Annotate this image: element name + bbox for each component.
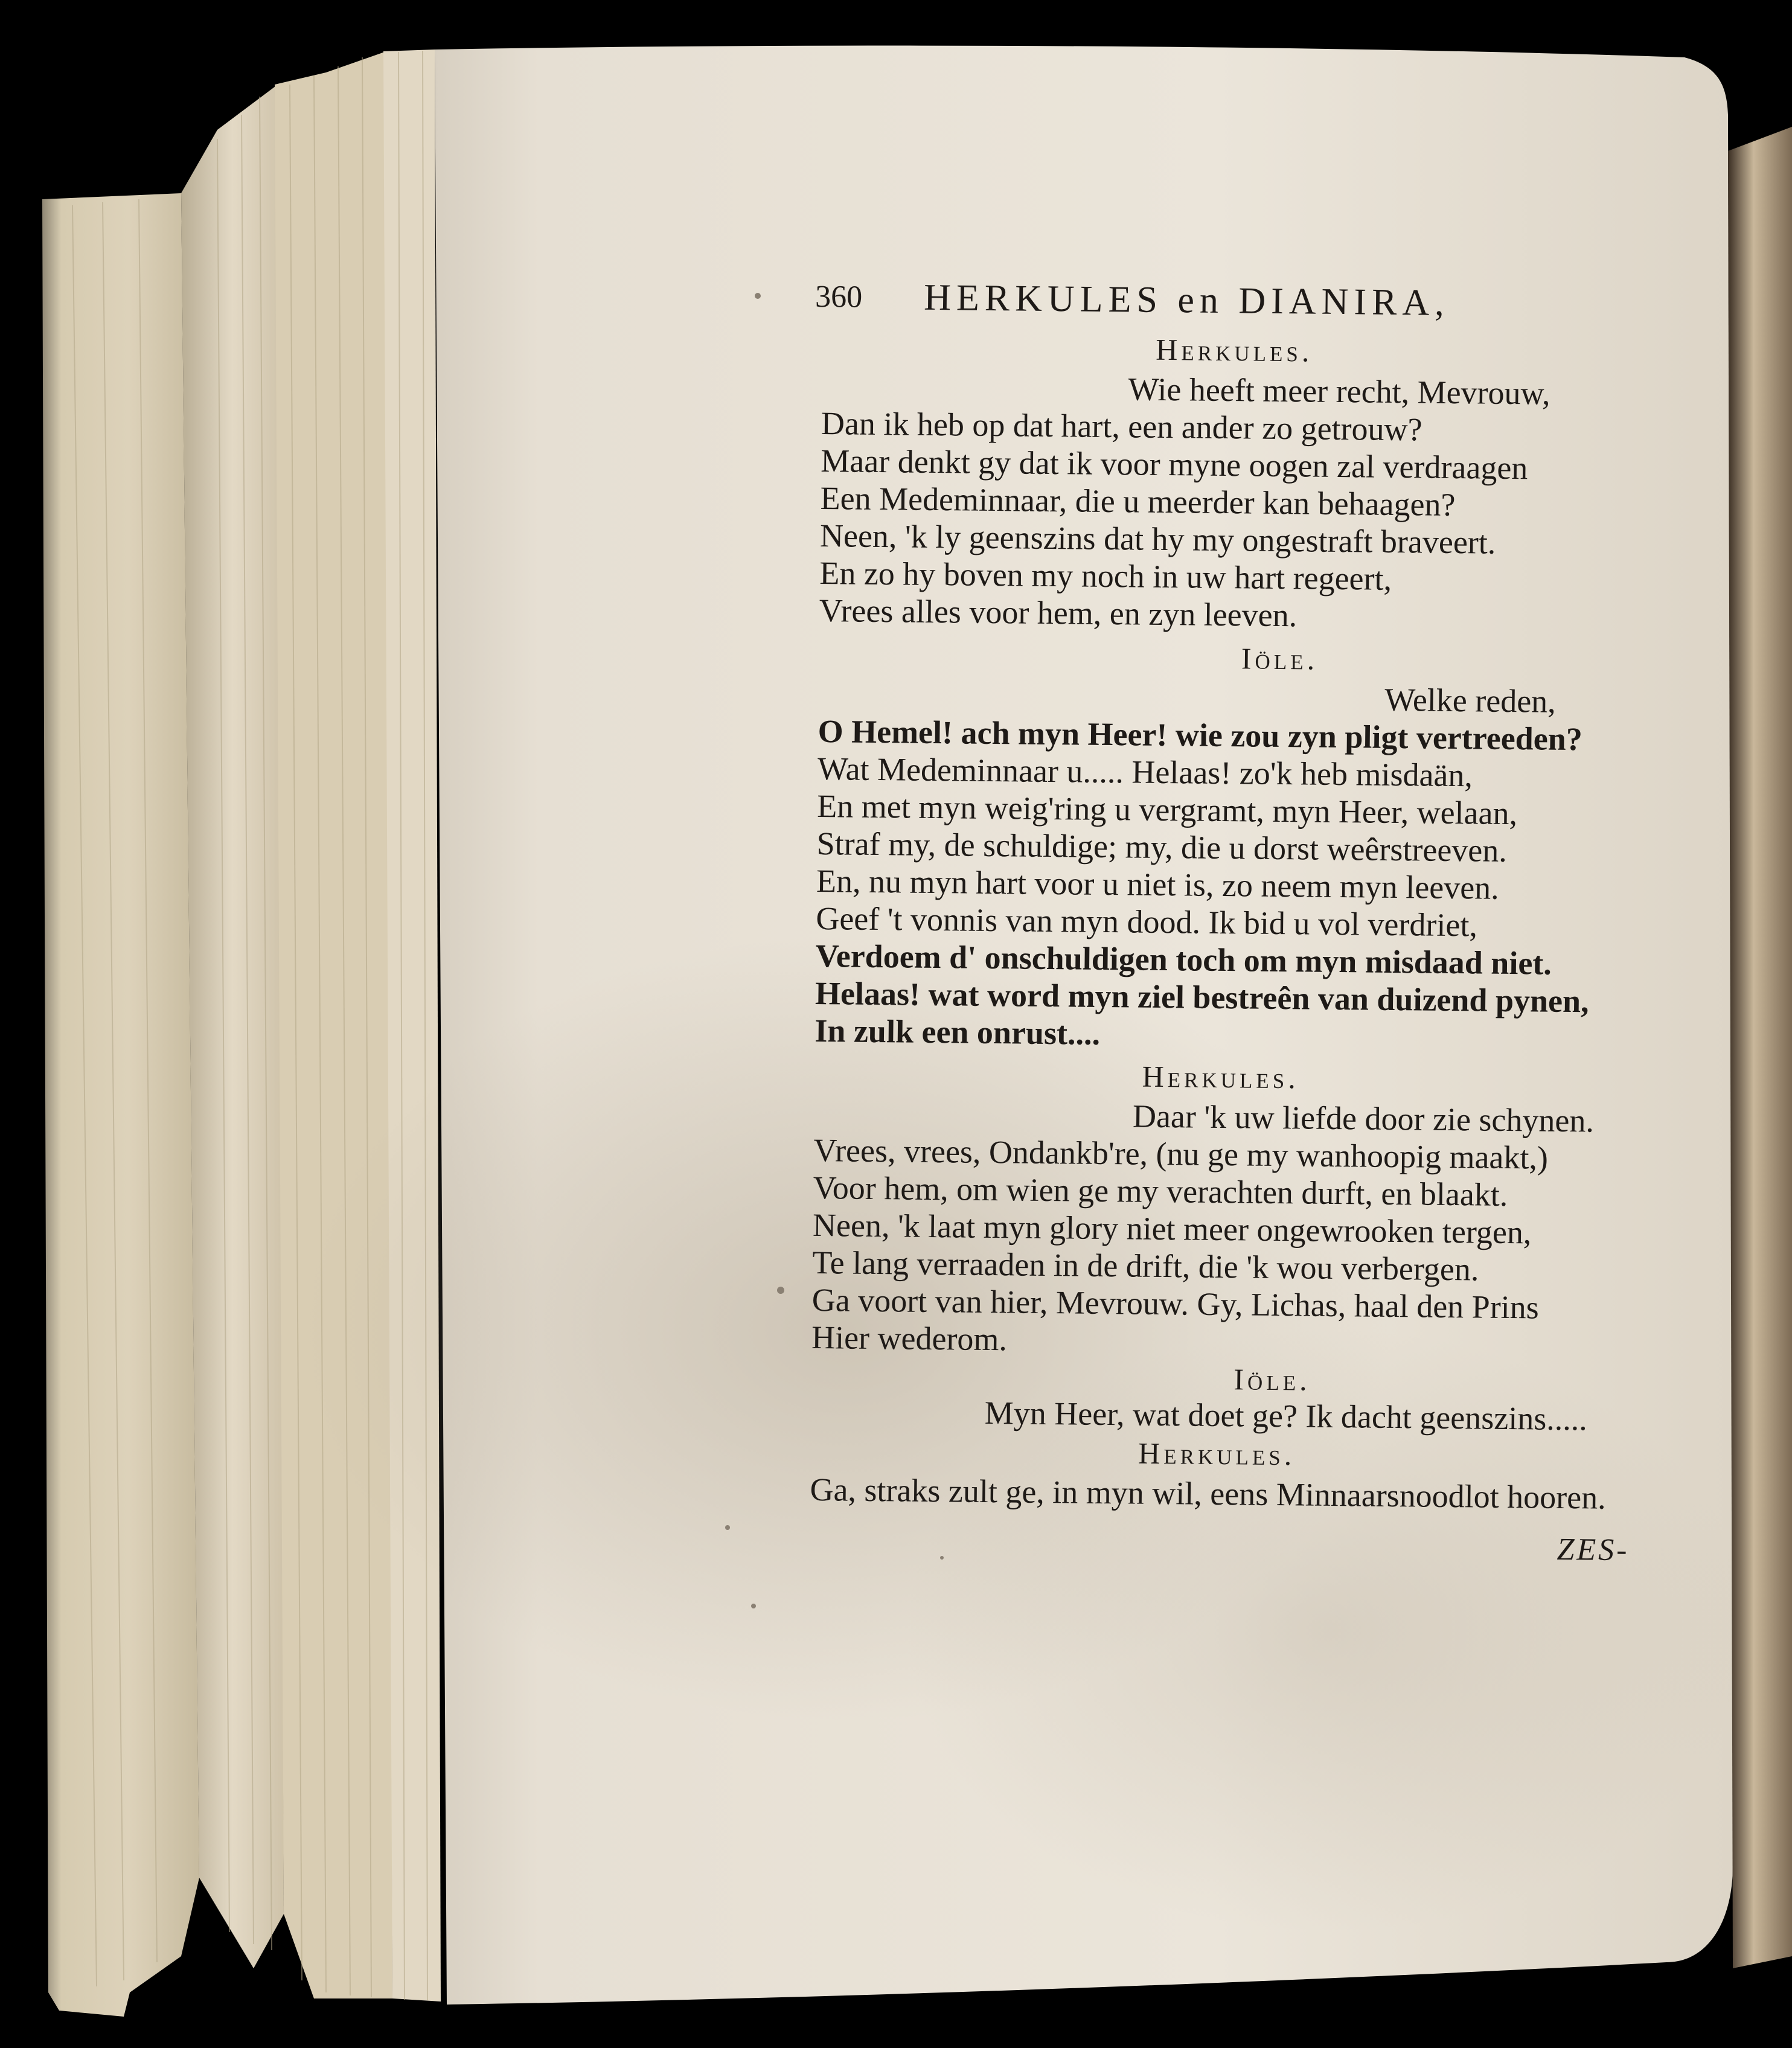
verse-line: Daar 'k uw liefde door zie schynen.: [1132, 1098, 1595, 1139]
verse-line: Vrees alles voor hem, en zyn leeven.: [819, 592, 1298, 634]
verse-line: Maar denkt gy dat ik voor myne oogen zal verdraagen: [821, 443, 1528, 487]
verse-line: Myn Heer, wat doet ge? Ik dacht geenszins.....: [984, 1394, 1588, 1438]
speaker-heading: Herkules.: [1156, 332, 1313, 368]
verse-line: Welke reden,: [1384, 681, 1557, 720]
verse-line: O Hemel! ach myn Heer! wie zou zyn pligt vertreeden?: [818, 712, 1583, 758]
verse-line: Ga voort van hier, Mevrouw. Gy, Lichas, haal den Prins: [811, 1281, 1540, 1326]
verse-line: En zo hy boven my noch in uw hart regeert,: [819, 554, 1392, 597]
verse-line: Neen, 'k laat myn glory niet meer ongewrooken tergen,: [812, 1206, 1532, 1251]
verse-line: Hier wederom.: [811, 1319, 1008, 1358]
verse-line: Verdoem d' onschuldigen toch om myn misdaad niet.: [815, 937, 1552, 982]
catchword: ZES-: [1557, 1532, 1630, 1568]
verse-line: Een Medeminnaar, die u meerder kan behaagen?: [820, 480, 1456, 523]
verse-line: Ga, straks zult ge, in myn wil, eens Minnaarsnoodlot hooren.: [810, 1471, 1607, 1516]
verse-line: In zulk een onrust....: [814, 1012, 1101, 1052]
verse-line: Wat Medeminnaar u..... Helaas! zo'k heb misdaän,: [817, 750, 1473, 794]
speaker-heading: Herkules.: [1142, 1059, 1300, 1095]
verse-line: En met myn weig'ring u vergramt, myn Heer, welaan,: [817, 787, 1518, 832]
page-number: 360: [814, 279, 863, 315]
verse-line: En, nu myn hart voor u niet is, zo neem myn leeven.: [816, 862, 1500, 906]
speaker-heading: Iöle.: [1241, 641, 1319, 676]
verse-line: Helaas! wat word myn ziel bestreên van duizend pynen,: [814, 974, 1589, 1020]
verse-line: Geef 't vonnis van myn dood. Ik bid u vol verdriet,: [816, 900, 1478, 944]
verse-line: Vrees, vrees, Ondankb're, (nu ge my wanhoopig maakt,): [813, 1131, 1549, 1176]
verse-line: Neen, 'k ly geenszins dat hy my ongestraft braveert.: [819, 517, 1496, 561]
verse-line: Wie heeft meer recht, Mevrouw,: [1128, 371, 1550, 412]
verse-line: Voor hem, om wien ge my verachten durft, en blaakt.: [813, 1169, 1508, 1213]
verse-line: Dan ik heb op dat hart, een ander zo getrouw?: [821, 405, 1422, 448]
verse-line: Straf my, de schuldige; my, die u dorst weêrstreeven.: [816, 825, 1508, 869]
speaker-heading: Herkules.: [1138, 1436, 1296, 1472]
verse-line: Te lang verraaden in de drift, die 'k wou verbergen.: [812, 1244, 1479, 1288]
running-head: HERKULES en DIANIRA,: [923, 277, 1450, 324]
speaker-heading: Iöle.: [1234, 1362, 1311, 1397]
